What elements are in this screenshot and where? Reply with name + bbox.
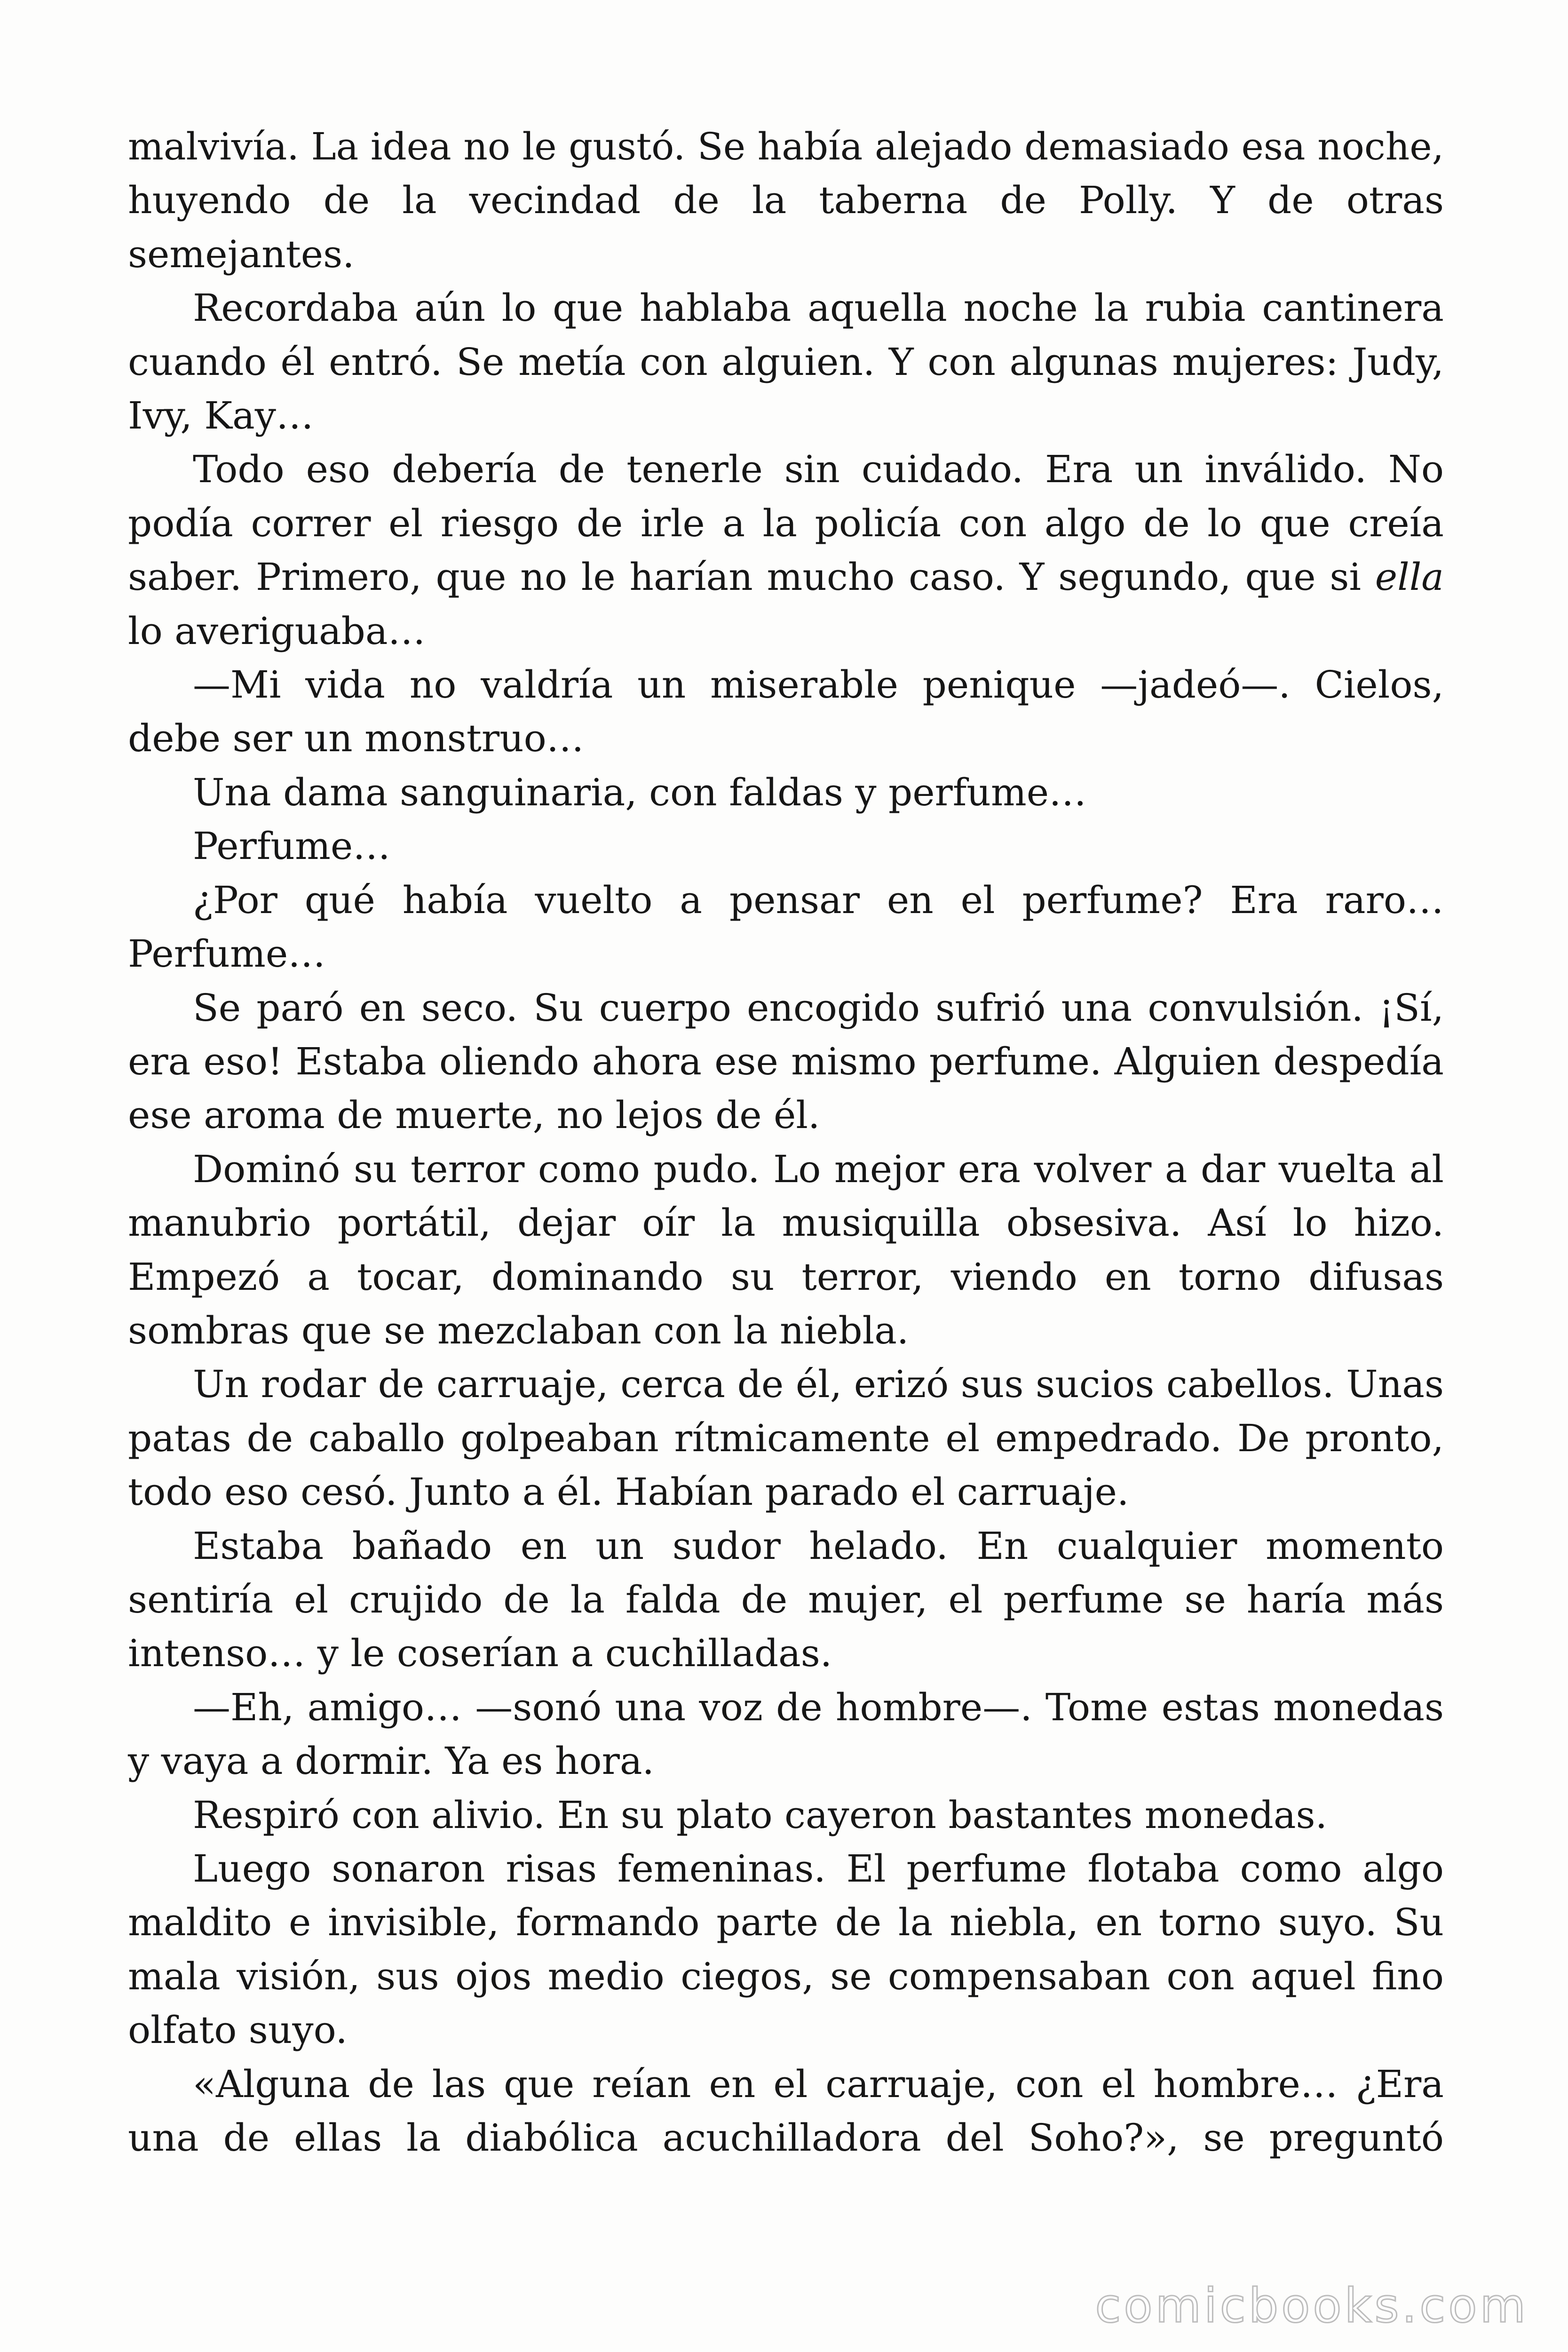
paragraph: malvivía. La idea no le gustó. Se había alejado demasiado esa noche, huyendo de la vecindad de la taberna de Polly. Y de otras semejantes. xyxy=(128,125,1444,276)
emphasis-text: ella xyxy=(1375,555,1444,599)
paragraph: Luego sonaron risas femeninas. El perfume flotaba como algo maldito e invisible, formando parte de la niebla, en torno suyo. Su mala visión, sus ojos medio ciegos, se compensaban con aquel fino olfato suyo. xyxy=(128,1847,1444,2052)
paragraph: —Eh, amigo… —sonó una voz de hombre—. Tome estas monedas y vaya a dormir. Ya es hora. xyxy=(128,1685,1444,1783)
paragraph: Dominó su terror como pudo. Lo mejor era volver a dar vuelta al manubrio portátil, dejar oír la musiquilla obsesiva. Así lo hizo. Empezó a tocar, dominando su terror, viendo en torno difusas sombras que se mezclaban con la niebla. xyxy=(128,1147,1444,1352)
paragraph-text: lo averiguaba… xyxy=(128,609,426,653)
body-text xyxy=(128,120,1444,2165)
paragraph: Perfume… xyxy=(193,824,391,868)
paragraph: ¿Por qué había vuelto a pensar en el perfume? Era raro… Perfume… xyxy=(128,878,1444,976)
paragraph: Recordaba aún lo que hablaba aquella noche la rubia cantinera cuando él entró. Se metía con alguien. Y con algunas mujeres: Judy, Ivy, Kay… xyxy=(128,286,1444,438)
paragraph-text: Todo eso debería de tenerle sin cuidado. Era un inválido. No podía correr el riesgo de irle a la policía con algo de lo que creía saber. Primero, que no le harían mucho caso. Y segundo, que si xyxy=(128,447,1444,599)
paragraph: Un rodar de carruaje, cerca de él, erizó sus sucios cabellos. Unas patas de caballo golpeaban rítmicamente el empedrado. De pronto, todo eso cesó. Junto a él. Habían parado el carruaje. xyxy=(128,1362,1444,1514)
paragraph: Se paró en seco. Su cuerpo encogido sufrió una convulsión. ¡Sí, era eso! Estaba oliendo ahora ese mismo perfume. Alguien despedía ese aroma de muerte, no lejos de él. xyxy=(128,985,1444,1137)
watermark: comicbooks.com xyxy=(1095,2278,1528,2333)
paragraph: Respiró con alivio. En su plato cayeron bastantes monedas. xyxy=(193,1793,1328,1837)
paragraph xyxy=(128,443,1444,658)
paragraph: Una dama sanguinaria, con faldas y perfume… xyxy=(193,770,1087,814)
paragraph: Estaba bañado en un sudor helado. En cualquier momento sentiría el crujido de la falda de mujer, el perfume se haría más intenso… y le coserían a cuchilladas. xyxy=(128,1524,1444,1676)
paragraph: —Mi vida no valdría un miserable penique —jadeó—. Cielos, debe ser un monstruo… xyxy=(128,663,1444,761)
paragraph: «Alguna de las que reían en el carruaje, con el hombre… ¿Era una de ellas la diabólica acuchilladora del Soho?», se preguntó xyxy=(128,2062,1444,2160)
